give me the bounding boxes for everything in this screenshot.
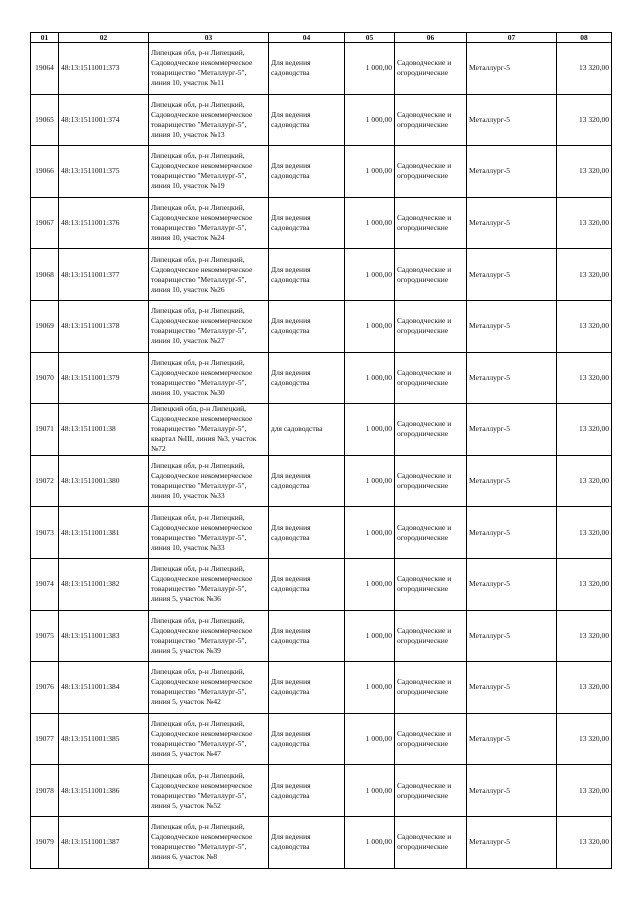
table-header-row bbox=[31, 33, 612, 43]
area-cell: 1 000,00 bbox=[345, 300, 395, 352]
permitted-use-cell: Для ведения садоводства bbox=[269, 610, 345, 662]
settlement-name-cell: Металлург-5 bbox=[467, 146, 557, 198]
address-cell bbox=[149, 713, 269, 765]
address-text: Липецкая обл, р-н Липецкий, Садоводческое некоммерческое товарищество "Металлург-5", линия 10, участок №11 bbox=[151, 48, 253, 88]
address-cell bbox=[149, 146, 269, 198]
cadastral-value-cell: 13 320,00 bbox=[557, 300, 612, 352]
permitted-use-cell: Для ведения садоводства bbox=[269, 765, 345, 817]
address-cell bbox=[149, 249, 269, 301]
permitted-use-cell: Для ведения садоводства bbox=[269, 455, 345, 507]
cadastral-number-cell: 48:13:1511001:387 bbox=[59, 816, 149, 868]
header-col-05: 05 bbox=[345, 33, 395, 43]
table-row bbox=[31, 43, 612, 95]
table-body bbox=[31, 43, 612, 869]
cadastral-number-cell: 48:13:1511001:378 bbox=[59, 300, 149, 352]
cadastral-value-cell: 13 320,00 bbox=[557, 94, 612, 146]
header-col-08: 08 bbox=[557, 33, 612, 43]
row-number-cell: 19070 bbox=[31, 352, 59, 404]
settlement-name-cell: Металлург-5 bbox=[467, 455, 557, 507]
permitted-use-cell: Для ведения садоводства bbox=[269, 43, 345, 95]
cadastral-number-cell: 48:13:1511001:383 bbox=[59, 610, 149, 662]
address-text: Липецкая обл, р-н Липецкий, Садоводческое некоммерческое товарищество "Металлург-5", линия 10, участок №24 bbox=[151, 203, 253, 243]
settlement-name-cell: Металлург-5 bbox=[467, 713, 557, 765]
row-number-cell: 19068 bbox=[31, 249, 59, 301]
area-cell: 1 000,00 bbox=[345, 94, 395, 146]
address-text: Липецкая обл, р-н Липецкий, Садоводческое некоммерческое товарищество "Металлург-5", линия 10, участок №26 bbox=[151, 254, 253, 294]
row-number-cell: 19078 bbox=[31, 765, 59, 817]
address-text: Липецкая обл, р-н Липецкий, Садоводческое некоммерческое товарищество "Металлург-5", линия 6, участок №8 bbox=[151, 822, 253, 862]
cadastral-number-cell: 48:13:1511001:375 bbox=[59, 146, 149, 198]
cadastral-number-cell: 48:13:1511001:385 bbox=[59, 713, 149, 765]
address-text: Липецкий обл, р-н Липецкий, Садоводческое некоммерческое товарищество "Металлург-5", квартал №III, линия №3, участок №72 bbox=[151, 404, 257, 454]
permitted-use-cell: Для ведения садоводства bbox=[269, 352, 345, 404]
category-cell: Садоводческие и огороднические bbox=[395, 249, 467, 301]
table-row bbox=[31, 558, 612, 610]
category-cell: Садоводческие и огороднические bbox=[395, 610, 467, 662]
address-cell bbox=[149, 404, 269, 456]
land-plots-table bbox=[30, 32, 612, 869]
header-col-06: 06 bbox=[395, 33, 467, 43]
row-number-cell: 19075 bbox=[31, 610, 59, 662]
row-number-cell: 19066 bbox=[31, 146, 59, 198]
address-text: Липецкая обл, р-н Липецкий, Садоводческое некоммерческое товарищество "Металлург-5", линия 10, участок №27 bbox=[151, 306, 253, 346]
category-cell: Садоводческие и огороднические bbox=[395, 713, 467, 765]
cadastral-number-cell: 48:13:1511001:373 bbox=[59, 43, 149, 95]
category-cell: Садоводческие и огороднические bbox=[395, 765, 467, 817]
cadastral-value-cell: 13 320,00 bbox=[557, 662, 612, 714]
table-row bbox=[31, 352, 612, 404]
category-cell: Садоводческие и огороднические bbox=[395, 507, 467, 559]
cadastral-number-cell: 48:13:1511001:38 bbox=[59, 404, 149, 456]
address-cell bbox=[149, 662, 269, 714]
category-cell: Садоводческие и огороднические bbox=[395, 404, 467, 456]
address-cell bbox=[149, 300, 269, 352]
area-cell: 1 000,00 bbox=[345, 713, 395, 765]
cadastral-value-cell: 13 320,00 bbox=[557, 146, 612, 198]
category-cell: Садоводческие и огороднические bbox=[395, 43, 467, 95]
cadastral-number-cell: 48:13:1511001:377 bbox=[59, 249, 149, 301]
cadastral-value-cell: 13 320,00 bbox=[557, 610, 612, 662]
cadastral-value-cell: 13 320,00 bbox=[557, 507, 612, 559]
header-col-02: 02 bbox=[59, 33, 149, 43]
area-cell: 1 000,00 bbox=[345, 816, 395, 868]
table-row bbox=[31, 197, 612, 249]
area-cell: 1 000,00 bbox=[345, 455, 395, 507]
category-cell: Садоводческие и огороднические bbox=[395, 94, 467, 146]
cadastral-value-cell: 13 320,00 bbox=[557, 43, 612, 95]
table-row bbox=[31, 713, 612, 765]
cadastral-number-cell: 48:13:1511001:386 bbox=[59, 765, 149, 817]
row-number-cell: 19065 bbox=[31, 94, 59, 146]
row-number-cell: 19079 bbox=[31, 816, 59, 868]
permitted-use-cell: Для ведения садоводства bbox=[269, 249, 345, 301]
area-cell: 1 000,00 bbox=[345, 610, 395, 662]
area-cell: 1 000,00 bbox=[345, 404, 395, 456]
row-number-cell: 19073 bbox=[31, 507, 59, 559]
category-cell: Садоводческие и огороднические bbox=[395, 352, 467, 404]
header-col-01: 01 bbox=[31, 33, 59, 43]
address-text: Липецкая обл, р-н Липецкий, Садоводческое некоммерческое товарищество "Металлург-5", линия 5, участок №42 bbox=[151, 667, 253, 707]
row-number-cell: 19067 bbox=[31, 197, 59, 249]
cadastral-value-cell: 13 320,00 bbox=[557, 352, 612, 404]
permitted-use-cell: Для ведения садоводства bbox=[269, 816, 345, 868]
area-cell: 1 000,00 bbox=[345, 43, 395, 95]
address-text: Липецкая обл, р-н Липецкий, Садоводческое некоммерческое товарищество "Металлург-5", линия 10, участок №30 bbox=[151, 357, 253, 397]
row-number-cell: 19076 bbox=[31, 662, 59, 714]
table-row bbox=[31, 404, 612, 456]
cadastral-number-cell: 48:13:1511001:379 bbox=[59, 352, 149, 404]
cadastral-number-cell: 48:13:1511001:374 bbox=[59, 94, 149, 146]
table-row bbox=[31, 455, 612, 507]
row-number-cell: 19074 bbox=[31, 558, 59, 610]
category-cell: Садоводческие и огороднические bbox=[395, 146, 467, 198]
address-cell bbox=[149, 610, 269, 662]
address-text: Липецкая обл, р-н Липецкий, Садоводческое некоммерческое товарищество "Металлург-5", линия 5, участок №47 bbox=[151, 719, 253, 759]
table-row bbox=[31, 765, 612, 817]
area-cell: 1 000,00 bbox=[345, 507, 395, 559]
cadastral-value-cell: 13 320,00 bbox=[557, 455, 612, 507]
permitted-use-cell: Для ведения садоводства bbox=[269, 146, 345, 198]
address-text: Липецкая обл, р-н Липецкий, Садоводческое некоммерческое товарищество "Металлург-5", линия 10, участок №33 bbox=[151, 512, 253, 552]
area-cell: 1 000,00 bbox=[345, 558, 395, 610]
settlement-name-cell: Металлург-5 bbox=[467, 816, 557, 868]
category-cell: Садоводческие и огороднические bbox=[395, 455, 467, 507]
settlement-name-cell: Металлург-5 bbox=[467, 507, 557, 559]
row-number-cell: 19069 bbox=[31, 300, 59, 352]
table-row bbox=[31, 249, 612, 301]
address-cell bbox=[149, 507, 269, 559]
cadastral-value-cell: 13 320,00 bbox=[557, 404, 612, 456]
header-col-04: 04 bbox=[269, 33, 345, 43]
address-text: Липецкая обл, р-н Липецкий, Садоводческое некоммерческое товарищество "Металлург-5", линия 5, участок №39 bbox=[151, 615, 253, 655]
permitted-use-cell: Для ведения садоводства bbox=[269, 197, 345, 249]
area-cell: 1 000,00 bbox=[345, 662, 395, 714]
address-cell bbox=[149, 765, 269, 817]
cadastral-number-cell: 48:13:1511001:384 bbox=[59, 662, 149, 714]
table-row bbox=[31, 146, 612, 198]
settlement-name-cell: Металлург-5 bbox=[467, 558, 557, 610]
table-row bbox=[31, 662, 612, 714]
category-cell: Садоводческие и огороднические bbox=[395, 558, 467, 610]
row-number-cell: 19072 bbox=[31, 455, 59, 507]
area-cell: 1 000,00 bbox=[345, 352, 395, 404]
address-text: Липецкая обл, р-н Липецкий, Садоводческое некоммерческое товарищество "Металлург-5", линия 5, участок №36 bbox=[151, 564, 253, 604]
address-text: Липецкая обл, р-н Липецкий, Садоводческое некоммерческое товарищество "Металлург-5", линия 10, участок №19 bbox=[151, 151, 253, 191]
area-cell: 1 000,00 bbox=[345, 765, 395, 817]
cadastral-value-cell: 13 320,00 bbox=[557, 816, 612, 868]
document-sheet bbox=[30, 32, 611, 869]
settlement-name-cell: Металлург-5 bbox=[467, 610, 557, 662]
address-cell bbox=[149, 455, 269, 507]
row-number-cell: 19064 bbox=[31, 43, 59, 95]
address-text: Липецкая обл, р-н Липецкий, Садоводческое некоммерческое товарищество "Металлург-5", линия 5, участок №52 bbox=[151, 770, 253, 810]
cadastral-value-cell: 13 320,00 bbox=[557, 249, 612, 301]
table-row bbox=[31, 300, 612, 352]
cadastral-number-cell: 48:13:1511001:376 bbox=[59, 197, 149, 249]
table-row bbox=[31, 94, 612, 146]
category-cell: Садоводческие и огороднические bbox=[395, 816, 467, 868]
cadastral-value-cell: 13 320,00 bbox=[557, 765, 612, 817]
settlement-name-cell: Металлург-5 bbox=[467, 662, 557, 714]
cadastral-number-cell: 48:13:1511001:382 bbox=[59, 558, 149, 610]
cadastral-value-cell: 13 320,00 bbox=[557, 558, 612, 610]
permitted-use-cell: Для ведения садоводства bbox=[269, 94, 345, 146]
settlement-name-cell: Металлург-5 bbox=[467, 404, 557, 456]
area-cell: 1 000,00 bbox=[345, 197, 395, 249]
cadastral-value-cell: 13 320,00 bbox=[557, 713, 612, 765]
row-number-cell: 19071 bbox=[31, 404, 59, 456]
category-cell: Садоводческие и огороднические bbox=[395, 662, 467, 714]
address-cell bbox=[149, 816, 269, 868]
settlement-name-cell: Металлург-5 bbox=[467, 300, 557, 352]
table-row bbox=[31, 610, 612, 662]
address-cell bbox=[149, 352, 269, 404]
address-cell bbox=[149, 94, 269, 146]
table-row bbox=[31, 507, 612, 559]
address-cell bbox=[149, 558, 269, 610]
cadastral-number-cell: 48:13:1511001:381 bbox=[59, 507, 149, 559]
area-cell: 1 000,00 bbox=[345, 249, 395, 301]
settlement-name-cell: Металлург-5 bbox=[467, 197, 557, 249]
header-col-07: 07 bbox=[467, 33, 557, 43]
permitted-use-cell: для садоводства bbox=[269, 404, 345, 456]
settlement-name-cell: Металлург-5 bbox=[467, 43, 557, 95]
permitted-use-cell: Для ведения садоводства bbox=[269, 662, 345, 714]
cadastral-value-cell: 13 320,00 bbox=[557, 197, 612, 249]
address-cell bbox=[149, 43, 269, 95]
settlement-name-cell: Металлург-5 bbox=[467, 94, 557, 146]
category-cell: Садоводческие и огороднические bbox=[395, 300, 467, 352]
settlement-name-cell: Металлург-5 bbox=[467, 765, 557, 817]
settlement-name-cell: Металлург-5 bbox=[467, 249, 557, 301]
cadastral-number-cell: 48:13:1511001:380 bbox=[59, 455, 149, 507]
row-number-cell: 19077 bbox=[31, 713, 59, 765]
permitted-use-cell: Для ведения садоводства bbox=[269, 507, 345, 559]
header-col-03: 03 bbox=[149, 33, 269, 43]
permitted-use-cell: Для ведения садоводства bbox=[269, 300, 345, 352]
table-row bbox=[31, 816, 612, 868]
area-cell: 1 000,00 bbox=[345, 146, 395, 198]
permitted-use-cell: Для ведения садоводства bbox=[269, 558, 345, 610]
category-cell: Садоводческие и огороднические bbox=[395, 197, 467, 249]
address-text: Липецкая обл, р-н Липецкий, Садоводческое некоммерческое товарищество "Металлург-5", линия 10, участок №33 bbox=[151, 461, 253, 501]
settlement-name-cell: Металлург-5 bbox=[467, 352, 557, 404]
address-cell bbox=[149, 197, 269, 249]
address-text: Липецкая обл, р-н Липецкий, Садоводческое некоммерческое товарищество "Металлург-5", линия 10, участок №13 bbox=[151, 99, 253, 139]
permitted-use-cell: Для ведения садоводства bbox=[269, 713, 345, 765]
